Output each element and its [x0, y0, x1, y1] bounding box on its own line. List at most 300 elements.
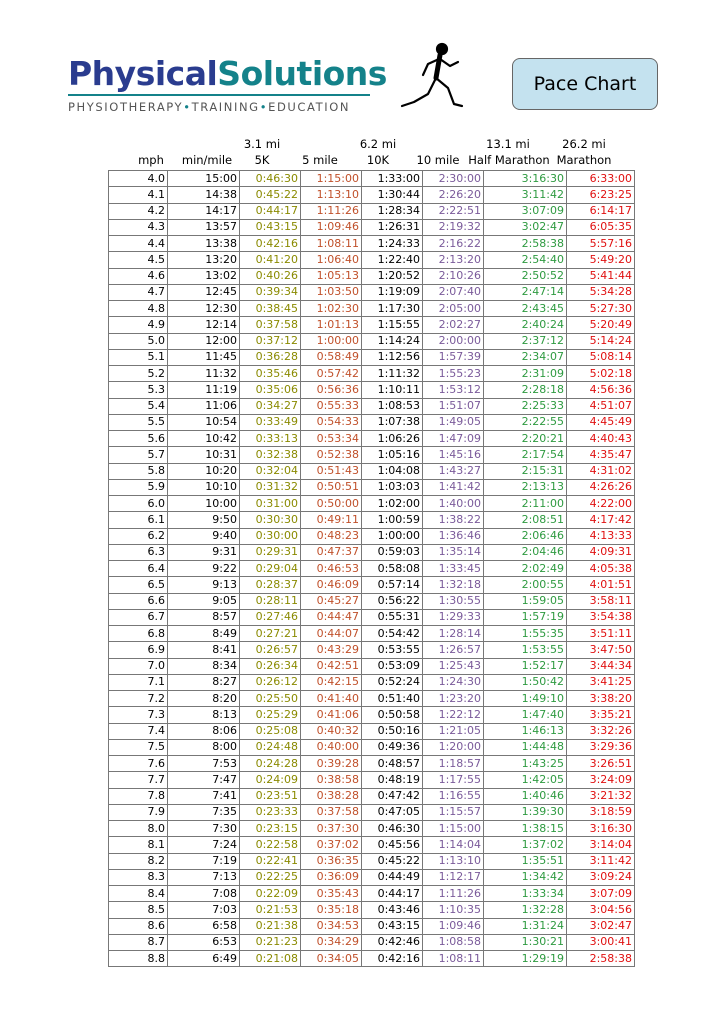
- cell-min-mile: 7:19: [168, 853, 240, 869]
- cell-10-mile: 2:10:26: [423, 268, 484, 284]
- table-row: [109, 431, 635, 447]
- cell-marathon: 6:23:25: [567, 187, 635, 203]
- cell-mph: 5.5: [109, 414, 168, 430]
- logo-word-physical: Physical: [68, 54, 218, 93]
- cell-5-mile: 0:47:37: [301, 544, 362, 560]
- cell-10-mile: 1:14:04: [423, 837, 484, 853]
- cell-min-mile: 8:49: [168, 626, 240, 642]
- header-10k-distance: 6.2 mi: [359, 137, 397, 151]
- cell-mph: 8.7: [109, 934, 168, 950]
- cell-5-mile: 0:48:23: [301, 528, 362, 544]
- cell-10-mile: 2:02:27: [423, 317, 484, 333]
- cell-marathon: 5:08:14: [567, 349, 635, 365]
- cell-mph: 6.8: [109, 626, 168, 642]
- cell-10-mile: 1:40:00: [423, 496, 484, 512]
- cell-5k: 0:42:16: [240, 236, 301, 252]
- logo-tagline: [68, 100, 387, 114]
- cell-5k: 0:46:30: [240, 171, 301, 187]
- header-marathon: Marathon: [556, 153, 612, 167]
- cell-mph: 8.2: [109, 853, 168, 869]
- table-row: [109, 934, 635, 950]
- cell-5k: 0:35:46: [240, 366, 301, 382]
- header-half-distance: 13.1 mi: [486, 137, 530, 151]
- cell-mph: 7.4: [109, 723, 168, 739]
- cell-marathon: 5:34:28: [567, 284, 635, 300]
- cell-10-mile: 1:08:58: [423, 934, 484, 950]
- cell-10-mile: 1:16:55: [423, 788, 484, 804]
- table-row: [109, 837, 635, 853]
- cell-min-mile: 11:32: [168, 366, 240, 382]
- table-row: [109, 609, 635, 625]
- cell-10-mile: 1:23:20: [423, 691, 484, 707]
- cell-5k: 0:32:04: [240, 463, 301, 479]
- cell-10-mile: 1:12:17: [423, 869, 484, 885]
- cell-mph: 8.4: [109, 886, 168, 902]
- cell-min-mile: 10:42: [168, 431, 240, 447]
- cell-5k: 0:24:48: [240, 739, 301, 755]
- table-row: [109, 577, 635, 593]
- cell-5k: 0:21:53: [240, 902, 301, 918]
- cell-min-mile: 7:08: [168, 886, 240, 902]
- cell-5k: 0:38:45: [240, 301, 301, 317]
- cell-10-mile: 1:57:39: [423, 349, 484, 365]
- cell-10k: 1:00:59: [362, 512, 423, 528]
- cell-10-mile: 1:22:12: [423, 707, 484, 723]
- cell-5-mile: 0:54:33: [301, 414, 362, 430]
- table-row: [109, 723, 635, 739]
- cell-5k: 0:26:12: [240, 674, 301, 690]
- cell-10k: 1:20:52: [362, 268, 423, 284]
- cell-5k: 0:34:27: [240, 398, 301, 414]
- cell-5k: 0:36:28: [240, 349, 301, 365]
- cell-min-mile: 7:03: [168, 902, 240, 918]
- cell-marathon: 6:05:35: [567, 219, 635, 235]
- cell-min-mile: 12:14: [168, 317, 240, 333]
- cell-marathon: 3:18:59: [567, 804, 635, 820]
- cell-min-mile: 12:30: [168, 301, 240, 317]
- header-marathon-distance: 26.2 mi: [562, 137, 606, 151]
- cell-marathon: 5:02:18: [567, 366, 635, 382]
- cell-mph: 6.4: [109, 561, 168, 577]
- cell-5k: 0:45:22: [240, 187, 301, 203]
- table-row: [109, 626, 635, 642]
- cell-5-mile: 0:36:35: [301, 853, 362, 869]
- cell-mph: 7.3: [109, 707, 168, 723]
- table-row: [109, 804, 635, 820]
- cell-half-marathon: 3:07:09: [484, 203, 567, 219]
- cell-10k: 0:45:22: [362, 853, 423, 869]
- cell-half-marathon: 2:00:55: [484, 577, 567, 593]
- cell-5-mile: 0:41:06: [301, 707, 362, 723]
- cell-5k: 0:37:12: [240, 333, 301, 349]
- cell-10-mile: 1:45:16: [423, 447, 484, 463]
- cell-10k: 1:15:55: [362, 317, 423, 333]
- cell-min-mile: 8:34: [168, 658, 240, 674]
- cell-half-marathon: 2:37:12: [484, 333, 567, 349]
- table-row: [109, 333, 635, 349]
- cell-5-mile: 0:50:00: [301, 496, 362, 512]
- cell-min-mile: 8:13: [168, 707, 240, 723]
- logo-word-solutions: Solutions: [217, 54, 387, 93]
- cell-10k: 1:02:00: [362, 496, 423, 512]
- tagline-physiotherapy: PHYSIOTHERAPY: [68, 100, 184, 114]
- cell-5-mile: 0:35:18: [301, 902, 362, 918]
- cell-5-mile: 1:13:10: [301, 187, 362, 203]
- table-row: [109, 382, 635, 398]
- cell-5-mile: 0:42:51: [301, 658, 362, 674]
- cell-min-mile: 10:00: [168, 496, 240, 512]
- cell-10k: 0:42:46: [362, 934, 423, 950]
- cell-5k: 0:31:00: [240, 496, 301, 512]
- company-logo: [68, 56, 387, 114]
- cell-marathon: 3:09:24: [567, 869, 635, 885]
- cell-mph: 6.6: [109, 593, 168, 609]
- cell-10-mile: 2:13:20: [423, 252, 484, 268]
- cell-marathon: 5:20:49: [567, 317, 635, 333]
- cell-marathon: 4:31:02: [567, 463, 635, 479]
- cell-marathon: 3:51:11: [567, 626, 635, 642]
- table-row: [109, 951, 635, 967]
- cell-min-mile: 11:19: [168, 382, 240, 398]
- cell-half-marathon: 1:49:10: [484, 691, 567, 707]
- cell-min-mile: 13:20: [168, 252, 240, 268]
- cell-marathon: 3:00:41: [567, 934, 635, 950]
- cell-marathon: 3:35:21: [567, 707, 635, 723]
- cell-10-mile: 2:00:00: [423, 333, 484, 349]
- cell-mph: 6.2: [109, 528, 168, 544]
- cell-marathon: 4:17:42: [567, 512, 635, 528]
- logo-wordmark: [68, 56, 387, 92]
- cell-5-mile: 1:05:13: [301, 268, 362, 284]
- header-5-mile: 5 mile: [302, 153, 338, 167]
- cell-marathon: 3:24:09: [567, 772, 635, 788]
- header-10-mile: 10 mile: [416, 153, 460, 167]
- pace-table-body: [109, 171, 635, 967]
- cell-min-mile: 13:57: [168, 219, 240, 235]
- cell-5-mile: 0:50:51: [301, 479, 362, 495]
- cell-half-marathon: 1:57:19: [484, 609, 567, 625]
- logo-divider: [68, 94, 370, 96]
- cell-10k: 0:45:56: [362, 837, 423, 853]
- cell-10k: 1:03:03: [362, 479, 423, 495]
- cell-mph: 5.4: [109, 398, 168, 414]
- cell-5k: 0:24:28: [240, 756, 301, 772]
- cell-5-mile: 0:37:02: [301, 837, 362, 853]
- cell-half-marathon: 3:16:30: [484, 171, 567, 187]
- cell-marathon: 4:51:07: [567, 398, 635, 414]
- cell-10k: 0:43:46: [362, 902, 423, 918]
- cell-min-mile: 8:20: [168, 691, 240, 707]
- cell-half-marathon: 2:28:18: [484, 382, 567, 398]
- cell-5k: 0:25:29: [240, 707, 301, 723]
- cell-half-marathon: 2:06:46: [484, 528, 567, 544]
- cell-5k: 0:44:17: [240, 203, 301, 219]
- cell-min-mile: 10:54: [168, 414, 240, 430]
- cell-10k: 1:04:08: [362, 463, 423, 479]
- cell-5-mile: 0:58:49: [301, 349, 362, 365]
- cell-min-mile: 9:50: [168, 512, 240, 528]
- cell-mph: 7.0: [109, 658, 168, 674]
- cell-10-mile: 1:30:55: [423, 593, 484, 609]
- cell-half-marathon: 3:11:42: [484, 187, 567, 203]
- cell-half-marathon: 2:58:38: [484, 236, 567, 252]
- cell-marathon: 3:26:51: [567, 756, 635, 772]
- cell-10-mile: 1:18:57: [423, 756, 484, 772]
- cell-half-marathon: 1:38:15: [484, 821, 567, 837]
- cell-mph: 5.6: [109, 431, 168, 447]
- table-row: [109, 463, 635, 479]
- cell-min-mile: 15:00: [168, 171, 240, 187]
- table-row: [109, 252, 635, 268]
- cell-half-marathon: 1:43:25: [484, 756, 567, 772]
- cell-10-mile: 1:51:07: [423, 398, 484, 414]
- cell-min-mile: 9:22: [168, 561, 240, 577]
- cell-10-mile: 1:24:30: [423, 674, 484, 690]
- cell-min-mile: 10:20: [168, 463, 240, 479]
- cell-10k: 1:12:56: [362, 349, 423, 365]
- cell-10k: 0:54:42: [362, 626, 423, 642]
- cell-5-mile: 1:00:00: [301, 333, 362, 349]
- table-row: [109, 739, 635, 755]
- header-min-mile: min/mile: [181, 153, 233, 167]
- cell-min-mile: 9:13: [168, 577, 240, 593]
- cell-mph: 5.3: [109, 382, 168, 398]
- cell-5-mile: 1:08:11: [301, 236, 362, 252]
- cell-10k: 0:59:03: [362, 544, 423, 560]
- table-row: [109, 788, 635, 804]
- cell-min-mile: 10:10: [168, 479, 240, 495]
- cell-5k: 0:22:25: [240, 869, 301, 885]
- cell-marathon: 6:33:00: [567, 171, 635, 187]
- table-row: [109, 658, 635, 674]
- cell-5k: 0:23:51: [240, 788, 301, 804]
- cell-5-mile: 0:34:29: [301, 934, 362, 950]
- cell-10k: 0:53:09: [362, 658, 423, 674]
- table-row: [109, 642, 635, 658]
- cell-5-mile: 1:02:30: [301, 301, 362, 317]
- cell-5-mile: 0:40:32: [301, 723, 362, 739]
- cell-10k: 0:47:05: [362, 804, 423, 820]
- tagline-education: EDUCATION: [268, 100, 351, 114]
- cell-5-mile: 0:56:36: [301, 382, 362, 398]
- cell-10-mile: 1:33:45: [423, 561, 484, 577]
- cell-min-mile: 7:41: [168, 788, 240, 804]
- cell-mph: 4.9: [109, 317, 168, 333]
- cell-marathon: 4:40:43: [567, 431, 635, 447]
- cell-5-mile: 0:44:47: [301, 609, 362, 625]
- cell-min-mile: 8:41: [168, 642, 240, 658]
- cell-5-mile: 0:49:11: [301, 512, 362, 528]
- cell-min-mile: 9:31: [168, 544, 240, 560]
- cell-mph: 4.6: [109, 268, 168, 284]
- cell-10k: 1:22:40: [362, 252, 423, 268]
- cell-half-marathon: 2:17:54: [484, 447, 567, 463]
- cell-marathon: 3:32:26: [567, 723, 635, 739]
- cell-5k: 0:31:32: [240, 479, 301, 495]
- cell-mph: 5.7: [109, 447, 168, 463]
- cell-5k: 0:21:08: [240, 951, 301, 967]
- cell-5k: 0:30:00: [240, 528, 301, 544]
- table-row: [109, 171, 635, 187]
- cell-10k: 1:19:09: [362, 284, 423, 300]
- cell-half-marathon: 2:20:21: [484, 431, 567, 447]
- cell-mph: 6.0: [109, 496, 168, 512]
- cell-half-marathon: 1:34:42: [484, 869, 567, 885]
- cell-half-marathon: 2:22:55: [484, 414, 567, 430]
- table-row: [109, 512, 635, 528]
- cell-marathon: 5:41:44: [567, 268, 635, 284]
- cell-half-marathon: 2:08:51: [484, 512, 567, 528]
- cell-min-mile: 9:05: [168, 593, 240, 609]
- cell-5-mile: 0:53:34: [301, 431, 362, 447]
- cell-marathon: 3:07:09: [567, 886, 635, 902]
- cell-5-mile: 1:06:40: [301, 252, 362, 268]
- cell-marathon: 4:45:49: [567, 414, 635, 430]
- cell-10k: 0:52:24: [362, 674, 423, 690]
- running-man-icon: [398, 42, 480, 122]
- cell-5k: 0:22:41: [240, 853, 301, 869]
- cell-10-mile: 1:21:05: [423, 723, 484, 739]
- cell-10-mile: 1:25:43: [423, 658, 484, 674]
- cell-marathon: 5:27:30: [567, 301, 635, 317]
- cell-10k: 0:42:16: [362, 951, 423, 967]
- cell-mph: 4.4: [109, 236, 168, 252]
- table-row: [109, 544, 635, 560]
- cell-5-mile: 1:01:13: [301, 317, 362, 333]
- cell-5-mile: 0:44:07: [301, 626, 362, 642]
- cell-min-mile: 7:47: [168, 772, 240, 788]
- table-row: [109, 674, 635, 690]
- cell-mph: 6.1: [109, 512, 168, 528]
- cell-10-mile: 1:15:00: [423, 821, 484, 837]
- cell-min-mile: 6:53: [168, 934, 240, 950]
- cell-10-mile: 1:20:00: [423, 739, 484, 755]
- table-row: [109, 496, 635, 512]
- cell-marathon: 3:38:20: [567, 691, 635, 707]
- cell-marathon: 4:26:26: [567, 479, 635, 495]
- table-row: [109, 366, 635, 382]
- table-row: [109, 236, 635, 252]
- cell-5-mile: 0:46:53: [301, 561, 362, 577]
- cell-5-mile: 1:11:26: [301, 203, 362, 219]
- cell-5-mile: 1:03:50: [301, 284, 362, 300]
- cell-10-mile: 1:55:23: [423, 366, 484, 382]
- cell-5-mile: 0:46:09: [301, 577, 362, 593]
- tagline-dot: •: [183, 100, 192, 114]
- table-row: [109, 479, 635, 495]
- cell-half-marathon: 2:31:09: [484, 366, 567, 382]
- cell-marathon: 4:35:47: [567, 447, 635, 463]
- cell-mph: 8.0: [109, 821, 168, 837]
- table-row: [109, 528, 635, 544]
- cell-10k: 0:44:17: [362, 886, 423, 902]
- cell-5k: 0:27:21: [240, 626, 301, 642]
- cell-10-mile: 1:36:46: [423, 528, 484, 544]
- cell-marathon: 3:16:30: [567, 821, 635, 837]
- cell-mph: 4.1: [109, 187, 168, 203]
- cell-mph: 5.8: [109, 463, 168, 479]
- cell-marathon: 4:13:33: [567, 528, 635, 544]
- cell-half-marathon: 1:44:48: [484, 739, 567, 755]
- table-row: [109, 203, 635, 219]
- cell-10-mile: 1:53:12: [423, 382, 484, 398]
- table-row: [109, 772, 635, 788]
- cell-5-mile: 0:38:58: [301, 772, 362, 788]
- table-row: [109, 869, 635, 885]
- cell-10k: 0:53:55: [362, 642, 423, 658]
- cell-min-mile: 9:40: [168, 528, 240, 544]
- table-row: [109, 756, 635, 772]
- cell-half-marathon: 2:54:40: [484, 252, 567, 268]
- table-row: [109, 187, 635, 203]
- cell-half-marathon: 1:31:24: [484, 918, 567, 934]
- cell-10k: 1:33:00: [362, 171, 423, 187]
- cell-mph: 6.5: [109, 577, 168, 593]
- cell-min-mile: 7:30: [168, 821, 240, 837]
- cell-half-marathon: 2:11:00: [484, 496, 567, 512]
- cell-10-mile: 1:38:22: [423, 512, 484, 528]
- cell-10k: 0:44:49: [362, 869, 423, 885]
- cell-10k: 0:48:57: [362, 756, 423, 772]
- cell-marathon: 6:14:17: [567, 203, 635, 219]
- cell-10k: 1:07:38: [362, 414, 423, 430]
- cell-5-mile: 0:55:33: [301, 398, 362, 414]
- cell-5-mile: 1:09:46: [301, 219, 362, 235]
- cell-5k: 0:29:04: [240, 561, 301, 577]
- cell-10k: 1:14:24: [362, 333, 423, 349]
- cell-10k: 1:26:31: [362, 219, 423, 235]
- cell-min-mile: 8:06: [168, 723, 240, 739]
- cell-5-mile: 1:15:00: [301, 171, 362, 187]
- cell-5k: 0:35:06: [240, 382, 301, 398]
- cell-half-marathon: 2:25:33: [484, 398, 567, 414]
- cell-10-mile: 2:26:20: [423, 187, 484, 203]
- cell-mph: 8.8: [109, 951, 168, 967]
- cell-10k: 1:24:33: [362, 236, 423, 252]
- cell-mph: 6.7: [109, 609, 168, 625]
- page-title: Pace Chart: [512, 58, 658, 110]
- cell-mph: 8.1: [109, 837, 168, 853]
- cell-5k: 0:43:15: [240, 219, 301, 235]
- cell-marathon: 3:54:38: [567, 609, 635, 625]
- cell-10-mile: 1:10:35: [423, 902, 484, 918]
- cell-min-mile: 8:00: [168, 739, 240, 755]
- cell-half-marathon: 2:04:46: [484, 544, 567, 560]
- cell-half-marathon: 1:53:55: [484, 642, 567, 658]
- table-row: [109, 886, 635, 902]
- cell-mph: 6.3: [109, 544, 168, 560]
- cell-min-mile: 11:06: [168, 398, 240, 414]
- cell-5-mile: 0:40:00: [301, 739, 362, 755]
- cell-5k: 0:25:08: [240, 723, 301, 739]
- cell-half-marathon: 2:13:13: [484, 479, 567, 495]
- cell-marathon: 3:47:50: [567, 642, 635, 658]
- cell-5-mile: 0:36:09: [301, 869, 362, 885]
- tagline-training: TRAINING: [191, 100, 260, 114]
- table-row: [109, 593, 635, 609]
- cell-10k: 0:46:30: [362, 821, 423, 837]
- cell-mph: 5.0: [109, 333, 168, 349]
- cell-min-mile: 7:53: [168, 756, 240, 772]
- cell-5k: 0:33:13: [240, 431, 301, 447]
- cell-min-mile: 14:38: [168, 187, 240, 203]
- cell-10k: 0:51:40: [362, 691, 423, 707]
- cell-10-mile: 1:26:57: [423, 642, 484, 658]
- cell-marathon: 3:58:11: [567, 593, 635, 609]
- cell-10-mile: 2:22:51: [423, 203, 484, 219]
- cell-mph: 4.0: [109, 171, 168, 187]
- cell-10k: 1:30:44: [362, 187, 423, 203]
